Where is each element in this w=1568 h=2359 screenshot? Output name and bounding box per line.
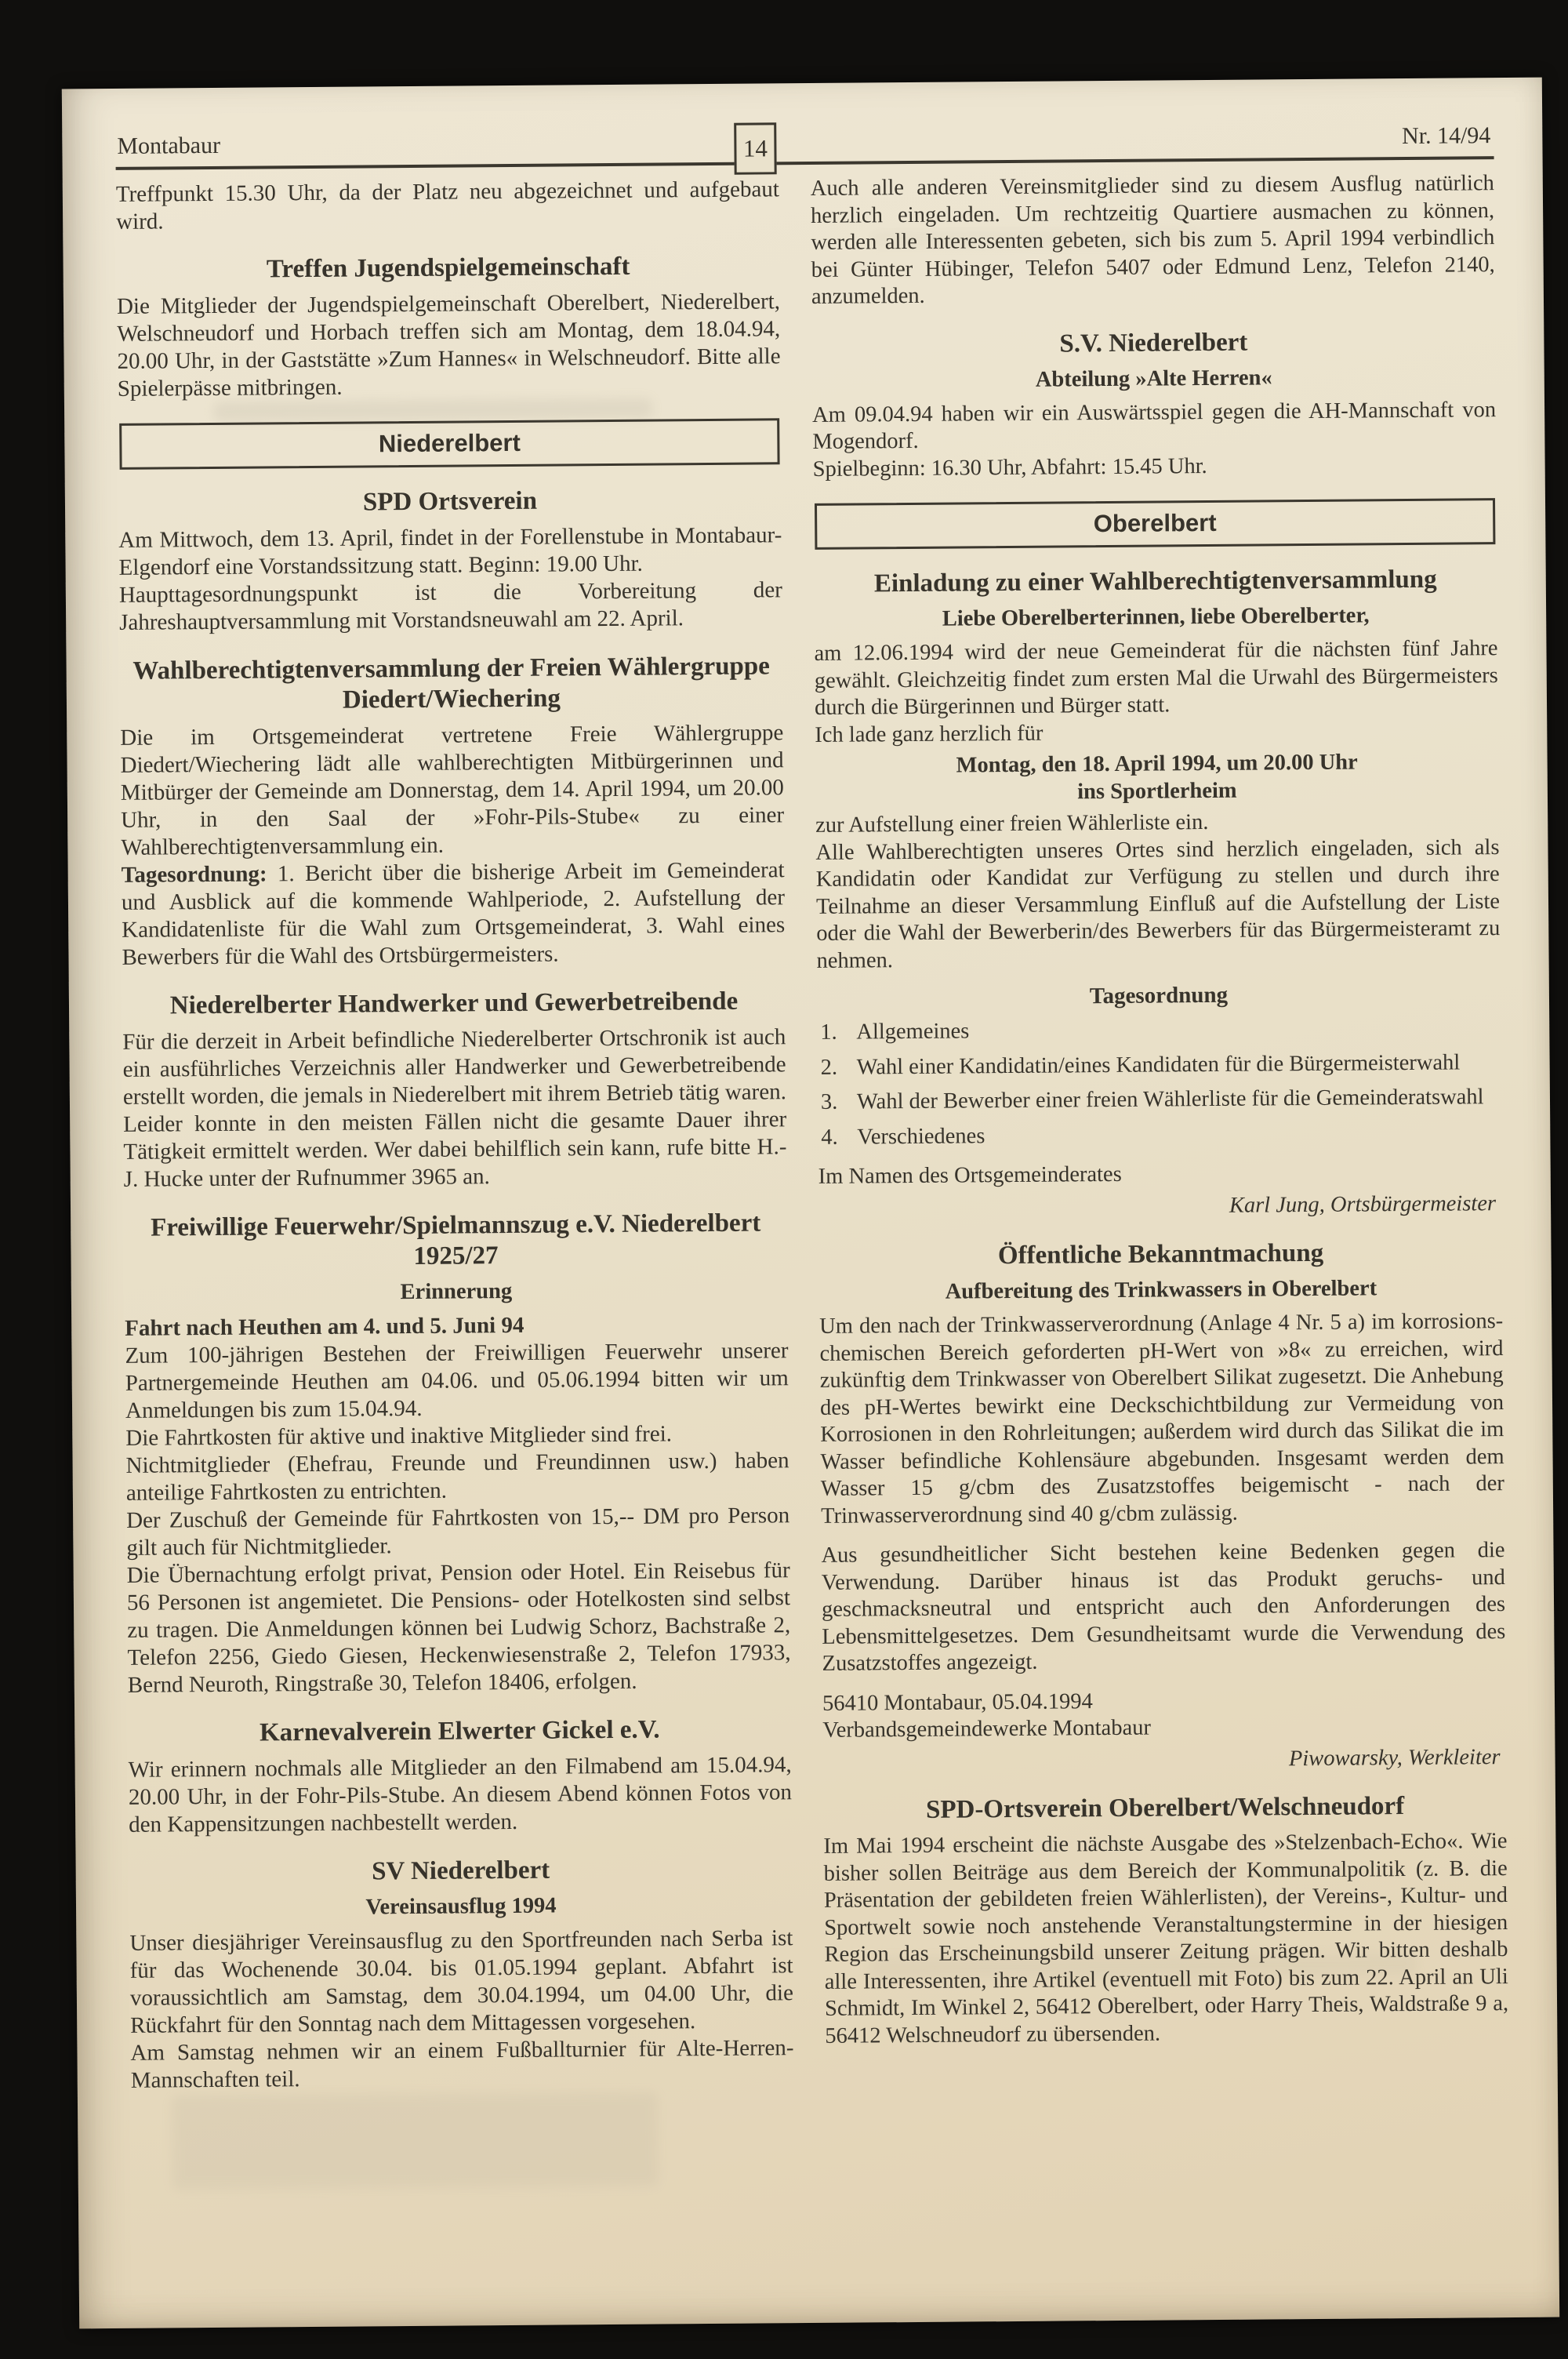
agenda-item-text: Allgemeines bbox=[856, 1019, 970, 1045]
article-paragraph: Haupttagesordnungspunkt ist die Vorbereitung der Jahreshauptversammlung mit Vorstandsneuwahl am 22. April. bbox=[118, 577, 782, 635]
article-paragraph: Zum 100-jährigen Bestehen der Freiwilligen Feuerwehr unserer Partnergemeinde Heuthen am 04.06. und 05.06.1994 bitten wir um Anmeldungen bis zum 15.04.94. bbox=[125, 1338, 789, 1423]
agenda-item-text: Verschiedenes bbox=[857, 1123, 985, 1150]
right-column bbox=[811, 170, 1509, 2089]
bold-centered-line: ins Sportlerheim bbox=[1077, 778, 1237, 804]
article-paragraph: zur Aufstellung einer freien Wählerliste ein. bbox=[815, 810, 1209, 838]
section-subheading: Abteilung »Alte Herren« bbox=[1035, 365, 1272, 392]
article-paragraph: Am Samstag nehmen wir an einem Fußballturnier für Alte-Herren-Mannschaften teil. bbox=[130, 2035, 794, 2093]
article-paragraph: Treffpunkt 15.30 Uhr, da der Platz neu abgezeichnet und aufgebaut wird. bbox=[115, 176, 779, 234]
section-banner-label: Niederelbert bbox=[378, 428, 521, 458]
article-paragraph: Um den nach der Trinkwasserverordnung (Anlage 4 Nr. 5 a) im korrosions-chemischen Bereich geforderten pH-Wert von »8« zu erreichen, wird zukünftig dem Trinkwasser von Oberelbert Silikat zugesetzt. Die Anhebung des pH-Wertes bewirkt eine Deckschichtbildung zur Vermeidung von Korrosionen in den Rohrleitungen; außerdem wird durch das Silikat die im Wasser befindliche Kohlensäure abgebunden. Insgesamt werden dem Wasser 15 g/cbm des Zusatzstoffes beigemischt - nach der Trinwasserverordnung sind 40 g/cbm zulässig. bbox=[819, 1309, 1504, 1528]
section-subheading: Vereinsausflug 1994 bbox=[365, 1893, 557, 1920]
agenda-item bbox=[818, 1049, 1501, 1081]
article-paragraph: Wir erinnern nochmals alle Mitglieder an den Filmabend am 15.04.94, 20.00 Uhr, in der Fohr-Pils-Stube. An diesem Abend können Fotos von den Kappensitzungen nachbestellt werden. bbox=[128, 1752, 793, 1837]
agenda-list bbox=[817, 1014, 1501, 1151]
article-paragraph: Nichtmitglieder (Ehefrau, Freunde und Freundinnen usw.) haben anteilige Fahrtkosten zu entrichten. bbox=[125, 1448, 789, 1506]
two-column-layout bbox=[116, 170, 1509, 2095]
article-paragraph: Die Fahrtkosten für aktive und inaktive Mitglieder sind frei. bbox=[125, 1421, 673, 1451]
section-subheading: Erinnerung bbox=[400, 1278, 513, 1305]
agenda-item bbox=[817, 1014, 1501, 1046]
article-paragraph: 56410 Montabaur, 05.04.1994 bbox=[822, 1688, 1093, 1716]
header-issue: Nr. 14/94 bbox=[1401, 122, 1491, 150]
section-subheading: Tagesordnung bbox=[1089, 982, 1229, 1009]
article-paragraph: Die Übernachtung erfolgt privat, Pension oder Hotel. Ein Reisebus für 56 Personen ist angemietet. Die Pensions- oder Hotelkosten sind selbst zu tragen. Die Anmeldungen können bei Ludwig Schorz, Bachstraße 2, Telefon 2256, Giedo Giesen, Heckenwiesenstraße 2, Telefon 17933, Bernd Neuroth, Ringstraße 30, Telefon 18406, erfolgen. bbox=[126, 1558, 791, 1698]
agenda-item-text: Wahl der Bewerber einer freien Wählerliste für die Gemeinderatswahl bbox=[856, 1085, 1484, 1114]
article-paragraph: Die Mitglieder der Jugendspielgemeinschaft Oberelbert, Niederelbert, Welschneudorf und Horbach treffen sich am Montag, dem 18.04.94, 20.00 Uhr, in der Gaststätte »Zum Hannes« in Welschneudorf. Bitte alle Spielerpässe mitbringen. bbox=[116, 289, 781, 402]
article-paragraph: Aus gesundheitlicher Sicht bestehen keine Bedenken gegen die Verwendung. Darüber hinaus ist das Produkt geruchs- und geschmacksneutral und entspricht auch den Anforderungen des Lebensmittelgesetzes. Dem Gesundheitsamt wurde die Verwendung des Zusatzstoffes angezeigt. bbox=[821, 1538, 1506, 1676]
section-subheading: Aufbereitung des Trinkwassers in Oberelbert bbox=[945, 1276, 1377, 1304]
article-paragraph: Spielbeginn: 16.30 Uhr, Abfahrt: 15.45 Uhr. bbox=[812, 453, 1207, 482]
signature-line: Piwowarsky, Werkleiter bbox=[1288, 1744, 1501, 1771]
paragraph-lead: Tagesordnung: bbox=[121, 861, 267, 888]
section-heading: Wahlberechtigtenversammlung der Freien Wählergruppe Diedert/Wiechering bbox=[132, 652, 770, 714]
section-heading: SPD Ortsverein bbox=[362, 486, 538, 517]
article-paragraph: Am 09.04.94 haben wir ein Auswärtsspiel gegen die AH-Mannschaft von Mogendorf. bbox=[811, 397, 1497, 454]
header-place: Montabaur bbox=[117, 132, 221, 159]
section-subheading: Liebe Oberelberterinnen, liebe Oberelberter, bbox=[942, 603, 1370, 631]
page-header bbox=[115, 123, 1494, 170]
newsletter-page bbox=[62, 78, 1559, 2329]
article-paragraph: Im Namen des Ortsgemeinderates bbox=[818, 1161, 1122, 1189]
signature-line: Karl Jung, Ortsbürgermeister bbox=[1229, 1190, 1497, 1218]
bleedthrough-smudge bbox=[172, 2092, 659, 2190]
article-paragraph: Im Mai 1994 erscheint die nächste Ausgabe des »Stelzenbach-Echo«. Wie bisher sollen Beiträge aus dem Bereich der Kommunalpolitik (z. B. die Präsentation der gebildeten freien Wählerlisten), der Vereins-, Kultur- und Sportwelt sowie noch anstehende Veranstaltungstermine in der hiesigen Region das Erscheinungsbild unserer Zeitung prägen. Wir bitten deshalb alle Interessenten, ihre Artikel (eventuell mit Foto) bis zum 22. April an Uli Schmidt, Im Winkel 2, 56412 Oberelbert, oder Harry Theis, Waldstraße 9 a, 56412 Welschneudorf zu übersenden. bbox=[823, 1829, 1509, 2048]
section-heading: SV Niederelbert bbox=[372, 1856, 550, 1886]
article-paragraph: Auch alle anderen Vereinsmitglieder sind zu diesem Ausflug natürlich herzlich eingeladen. Um rechtzeitig Quartiere ausmachen zu können, werden alle Interessenten gebeten, sich bis zum 5. April 1994 verbindlich bei Günter Hübinger, Telefon 5407 oder Edmund Lenz, Telefon 2140, anzumelden. bbox=[810, 171, 1495, 309]
agenda-item-number: 3. bbox=[820, 1089, 838, 1114]
bold-note: Fahrt nach Heuthen am 4. und 5. Juni 94 bbox=[125, 1312, 524, 1341]
section-heading: Öffentliche Bekanntmachung bbox=[997, 1238, 1324, 1270]
section-heading: Einladung zu einer Wahlberechtigtenversammlung bbox=[873, 565, 1437, 598]
section-heading: Niederelberter Handwerker und Gewerbetreibende bbox=[169, 987, 739, 1020]
page-number-box bbox=[734, 122, 777, 174]
agenda-item-number: 4. bbox=[821, 1125, 838, 1150]
section-heading: Treffen Jugendspielgemeinschaft bbox=[266, 252, 630, 284]
section-heading: Karnevalverein Elwerter Gickel e.V. bbox=[259, 1715, 660, 1747]
article-paragraph: Verbandsgemeindewerke Montabaur bbox=[822, 1715, 1152, 1743]
article-paragraph: Für die derzeit in Arbeit befindliche Niederelberter Ortschronik ist auch ein ausführliches Verzeichnis aller Handwerker und Gewerbetreibende erstellt worden, die jemals in Niederelbert mit ihrem Betrieb tätig waren. Leider konnte in den meisten Fällen nicht die gesamte Dauer ihrer Tätigkeit ermittelt werden. Wer dabei behilflich sein kann, rufe bitte H.-J. Hucke unter der Rufnummer 3965 an. bbox=[122, 1024, 787, 1192]
paragraph-text: 1. Bericht über die bisherige Arbeit im Gemeinderat und Ausblick auf die kommende Wahlperiode, 2. Aufstellung der Kandidatenliste für die Wahl zum Ortsgemeinderat, 3. Wahl eines Bewerbers für die Wahl des Ortsbürgermeisters. bbox=[121, 857, 786, 970]
bold-centered-line: Montag, den 18. April 1994, um 20.00 Uhr bbox=[956, 750, 1358, 778]
agenda-item-text: Wahl einer Kandidatin/eines Kandidaten für die Bürgermeisterwahl bbox=[856, 1049, 1461, 1080]
article-paragraph: Die im Ortsgemeinderat vertretene Freie Wählergruppe Diedert/Wiechering lädt alle wahlberechtigten Mitbürgerinnen und Mitbürger der Gemeinde am Donnerstag, dem 14. April 1994, um 20.00 Uhr, in den Saal der »Fohr-Pils-Stube« zu einer Wahlberechtigtenversammlung ein. bbox=[120, 720, 785, 860]
bold-centered-note bbox=[815, 748, 1499, 808]
article-paragraph: Am Mittwoch, dem 13. April, findet in der Forellenstube in Montabaur-Elgendorf eine Vorstandssitzung statt. Beginn: 19.00 Uhr. bbox=[118, 522, 782, 580]
article-paragraph: Unser diesjähriger Vereinsausflug zu den Sportfreunden nach Serba ist für das Wochenende 30.04. bis 01.05.1994 geplant. Abfahrt ist voraussichtlich am Samstag, dem 30.04.1994, um 04.00 Uhr, die Rückfahrt für den Sonntag nach dem Mittagessen vorgesehen. bbox=[129, 1925, 794, 2038]
agenda-item-number: 1. bbox=[820, 1020, 837, 1045]
section-banner bbox=[815, 498, 1495, 550]
section-heading: Freiwillige Feuerwehr/Spielmannszug e.V. Niederelbert 1925/27 bbox=[151, 1209, 761, 1270]
agenda-item bbox=[818, 1084, 1501, 1116]
section-banner bbox=[119, 418, 779, 470]
left-column bbox=[116, 176, 794, 2095]
article-paragraph: Ich lade ganz herzlich für bbox=[815, 721, 1044, 747]
section-heading: SPD-Ortsverein Oberelbert/Welschneudorf bbox=[925, 1792, 1405, 1824]
article-paragraph bbox=[122, 856, 786, 972]
article-paragraph: Alle Wahlberechtigten unseres Ortes sind herzlich eingeladen, sich als Kandidatin oder Kandidat zur Verfügung zu stellen und durch ihre Teilnahme an dieser Versammlung Einfluß auf die Aufstellung der Liste oder die Wahl der Bewerberin/des Bewerbers für das Bürgermeisteramt zu nehmen. bbox=[815, 834, 1501, 973]
section-banner-label: Oberelbert bbox=[1093, 508, 1217, 538]
section-heading: S.V. Niederelbert bbox=[1059, 328, 1248, 358]
article-paragraph: Der Zuschuß der Gemeinde für Fahrtkosten von 15,-- DM pro Person gilt auch für Nichtmitglieder. bbox=[126, 1503, 790, 1561]
agenda-item-number: 2. bbox=[820, 1055, 838, 1080]
agenda-item bbox=[818, 1119, 1501, 1151]
article-paragraph: am 12.06.1994 wird der neue Gemeinderat für die nächsten fünf Jahre gewählt. Gleichzeitig findet zum ersten Mal die Urwahl des Bürgermeisters durch die Bürgerinnen und Bürger statt. bbox=[814, 636, 1498, 720]
page-content bbox=[62, 78, 1558, 2095]
page-number: 14 bbox=[742, 134, 768, 162]
